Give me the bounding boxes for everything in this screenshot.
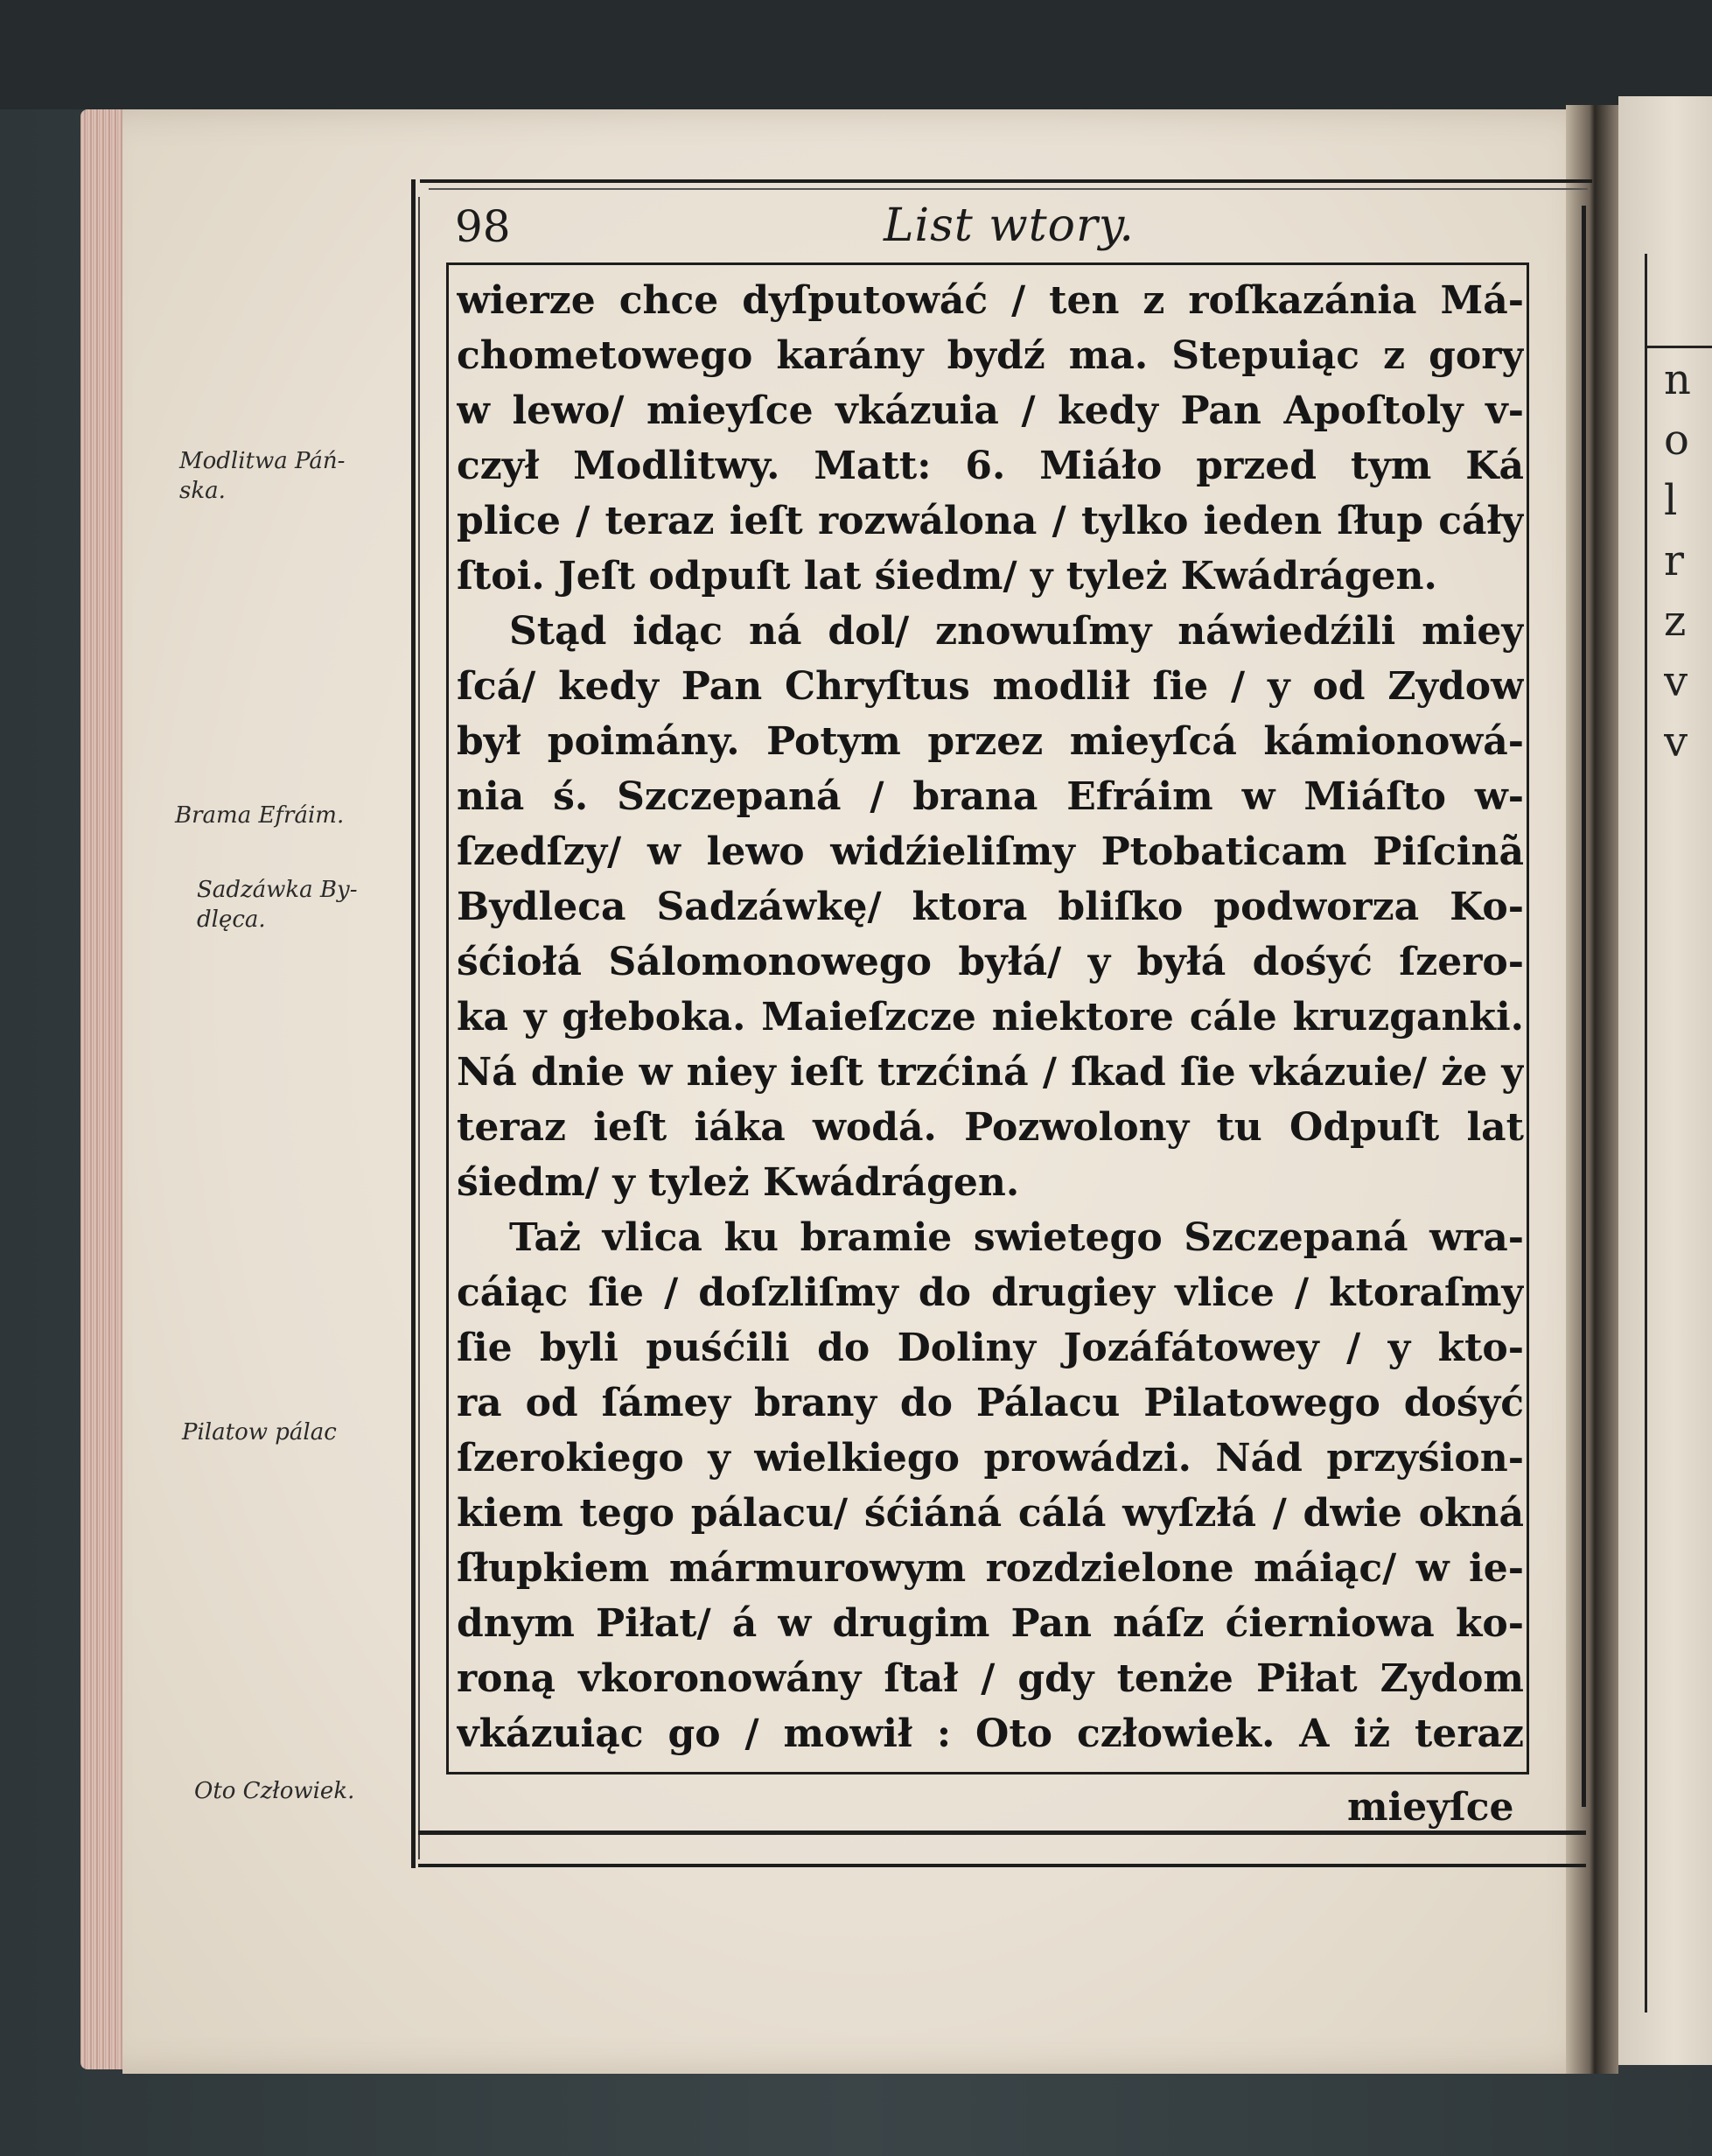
text-line: dnym Piłat/ á w drugim Pan náſz ćierniowa ko- bbox=[457, 1601, 1524, 1646]
header-rule bbox=[446, 262, 1527, 265]
frame-rule-top-inner bbox=[429, 188, 1588, 190]
frame-rule-bottom bbox=[418, 1830, 1586, 1835]
text-line: ſtoi. Jeſt odpuſt lat śiedm/ y tyleż Kwádrágen. bbox=[457, 554, 1437, 598]
text-block-rule-right bbox=[1527, 262, 1529, 1772]
book-gutter bbox=[1566, 105, 1618, 2074]
body-text bbox=[457, 273, 1524, 1761]
text-line: ra od ſámey brany do Pálacu Pilatowego dośyć bbox=[457, 1381, 1524, 1425]
text-line: plice / teraz ieſt rozwálona / tylko ieden ſłup cáły bbox=[457, 499, 1524, 543]
text-line: ka y głeboka. Maieſzcze niektore cále kruzganki. bbox=[457, 995, 1524, 1040]
text-line: Taż vlica ku bramie swietego Szczepaná wra- bbox=[509, 1215, 1524, 1260]
marginal-note-modlitwa: Modlitwa Páń- ska. bbox=[179, 448, 346, 504]
frame-rule-right bbox=[1582, 206, 1586, 1807]
facing-page-rule-vertical bbox=[1645, 254, 1647, 2012]
text-line: ſcá/ kedy Pan Chryſtus modlił ſie / y od Zydow bbox=[457, 664, 1524, 709]
text-line: śiedm/ y tyleż Kwádrágen. bbox=[457, 1160, 1020, 1205]
text-line: ſłupkiem mármurowym rozdzielone máiąc/ w ie- bbox=[457, 1546, 1524, 1591]
text-line: kiem tego pálacu/ śćiáná cálá wyſzłá / dwie okná bbox=[457, 1491, 1524, 1536]
text-line: wierze chce dyſputowáć / ten z roſkazánia Má- bbox=[457, 278, 1524, 323]
text-line: w lewo/ mieyſce vkázuia / kedy Pan Apoſtoly v- bbox=[457, 388, 1524, 433]
frame-rule-bottom-outer bbox=[418, 1864, 1586, 1867]
marginal-note-oto: Oto Człowiek. bbox=[194, 1778, 355, 1804]
text-line: chometowego karány bydź ma. Stepuiąc z gory bbox=[457, 333, 1524, 378]
frame-rule-left bbox=[411, 179, 416, 1868]
marginal-note-brama: Brama Efráim. bbox=[175, 802, 345, 829]
text-line: vkázuiąc go / mowił : Oto człowiek. A iż teraz bbox=[457, 1712, 1524, 1756]
facing-page bbox=[1618, 96, 1712, 2065]
marginal-note-pilatow: Pilatow pálac bbox=[182, 1419, 337, 1446]
text-block-rule-bottom bbox=[446, 1772, 1529, 1774]
text-line: ſie byli puśćili do Doliny Jozáfátowey / y kto- bbox=[457, 1326, 1524, 1370]
page-number: 98 bbox=[455, 201, 511, 252]
facing-page-glyphs: n o l r z v v bbox=[1664, 355, 1691, 766]
frame-rule-top bbox=[420, 179, 1592, 183]
text-line: roną vkoronowány ſtał / gdy tenże Piłat Zydom bbox=[457, 1656, 1524, 1701]
text-line: Ná dnie w niey ieſt trzćiná / ſkad ſie vkázuie/ że y bbox=[457, 1050, 1524, 1095]
text-line: Bydleca Sadzáwkę/ ktora bliſko podworza Ko- bbox=[457, 885, 1524, 929]
text-block-rule-left bbox=[446, 262, 449, 1772]
text-line: śćiołá Sálomonowego byłá/ y byłá dośyć ſzero- bbox=[457, 940, 1524, 984]
catchword: mieyſce bbox=[1347, 1785, 1514, 1830]
facing-page-rule-horizontal bbox=[1645, 346, 1712, 348]
running-head: List wtory. bbox=[884, 200, 1135, 252]
scanner-bed-top bbox=[0, 0, 1712, 109]
text-line: ſzerokiego y wielkiego prowádzi. Nád przyśion- bbox=[457, 1436, 1524, 1480]
text-line: był poimány. Potym przez mieyſcá kámionowá- bbox=[457, 719, 1524, 764]
frame-rule-left-inner bbox=[418, 197, 420, 1859]
text-line: czył Modlitwy. Matt: 6. Miáło przed tym Ká bbox=[457, 444, 1524, 488]
text-line: teraz ieſt iáka wodá. Pozwolony tu Odpuſt lat bbox=[457, 1105, 1524, 1150]
marginal-note-sadzawka: Sadzáwka By- dlęca. bbox=[197, 877, 358, 933]
text-line: cáiąc ſie / doſzliſmy do drugiey vlice / ktoraſmy bbox=[457, 1270, 1524, 1315]
text-line: Stąd idąc ná dol/ znowuſmy náwiedźili miey bbox=[509, 609, 1524, 654]
text-line: ſzedſzy/ w lewo widźieliſmy Ptobaticam Piſcinã bbox=[457, 830, 1524, 874]
text-line: nia ś. Szczepaná / brana Efráim w Miáſto w- bbox=[457, 774, 1524, 819]
